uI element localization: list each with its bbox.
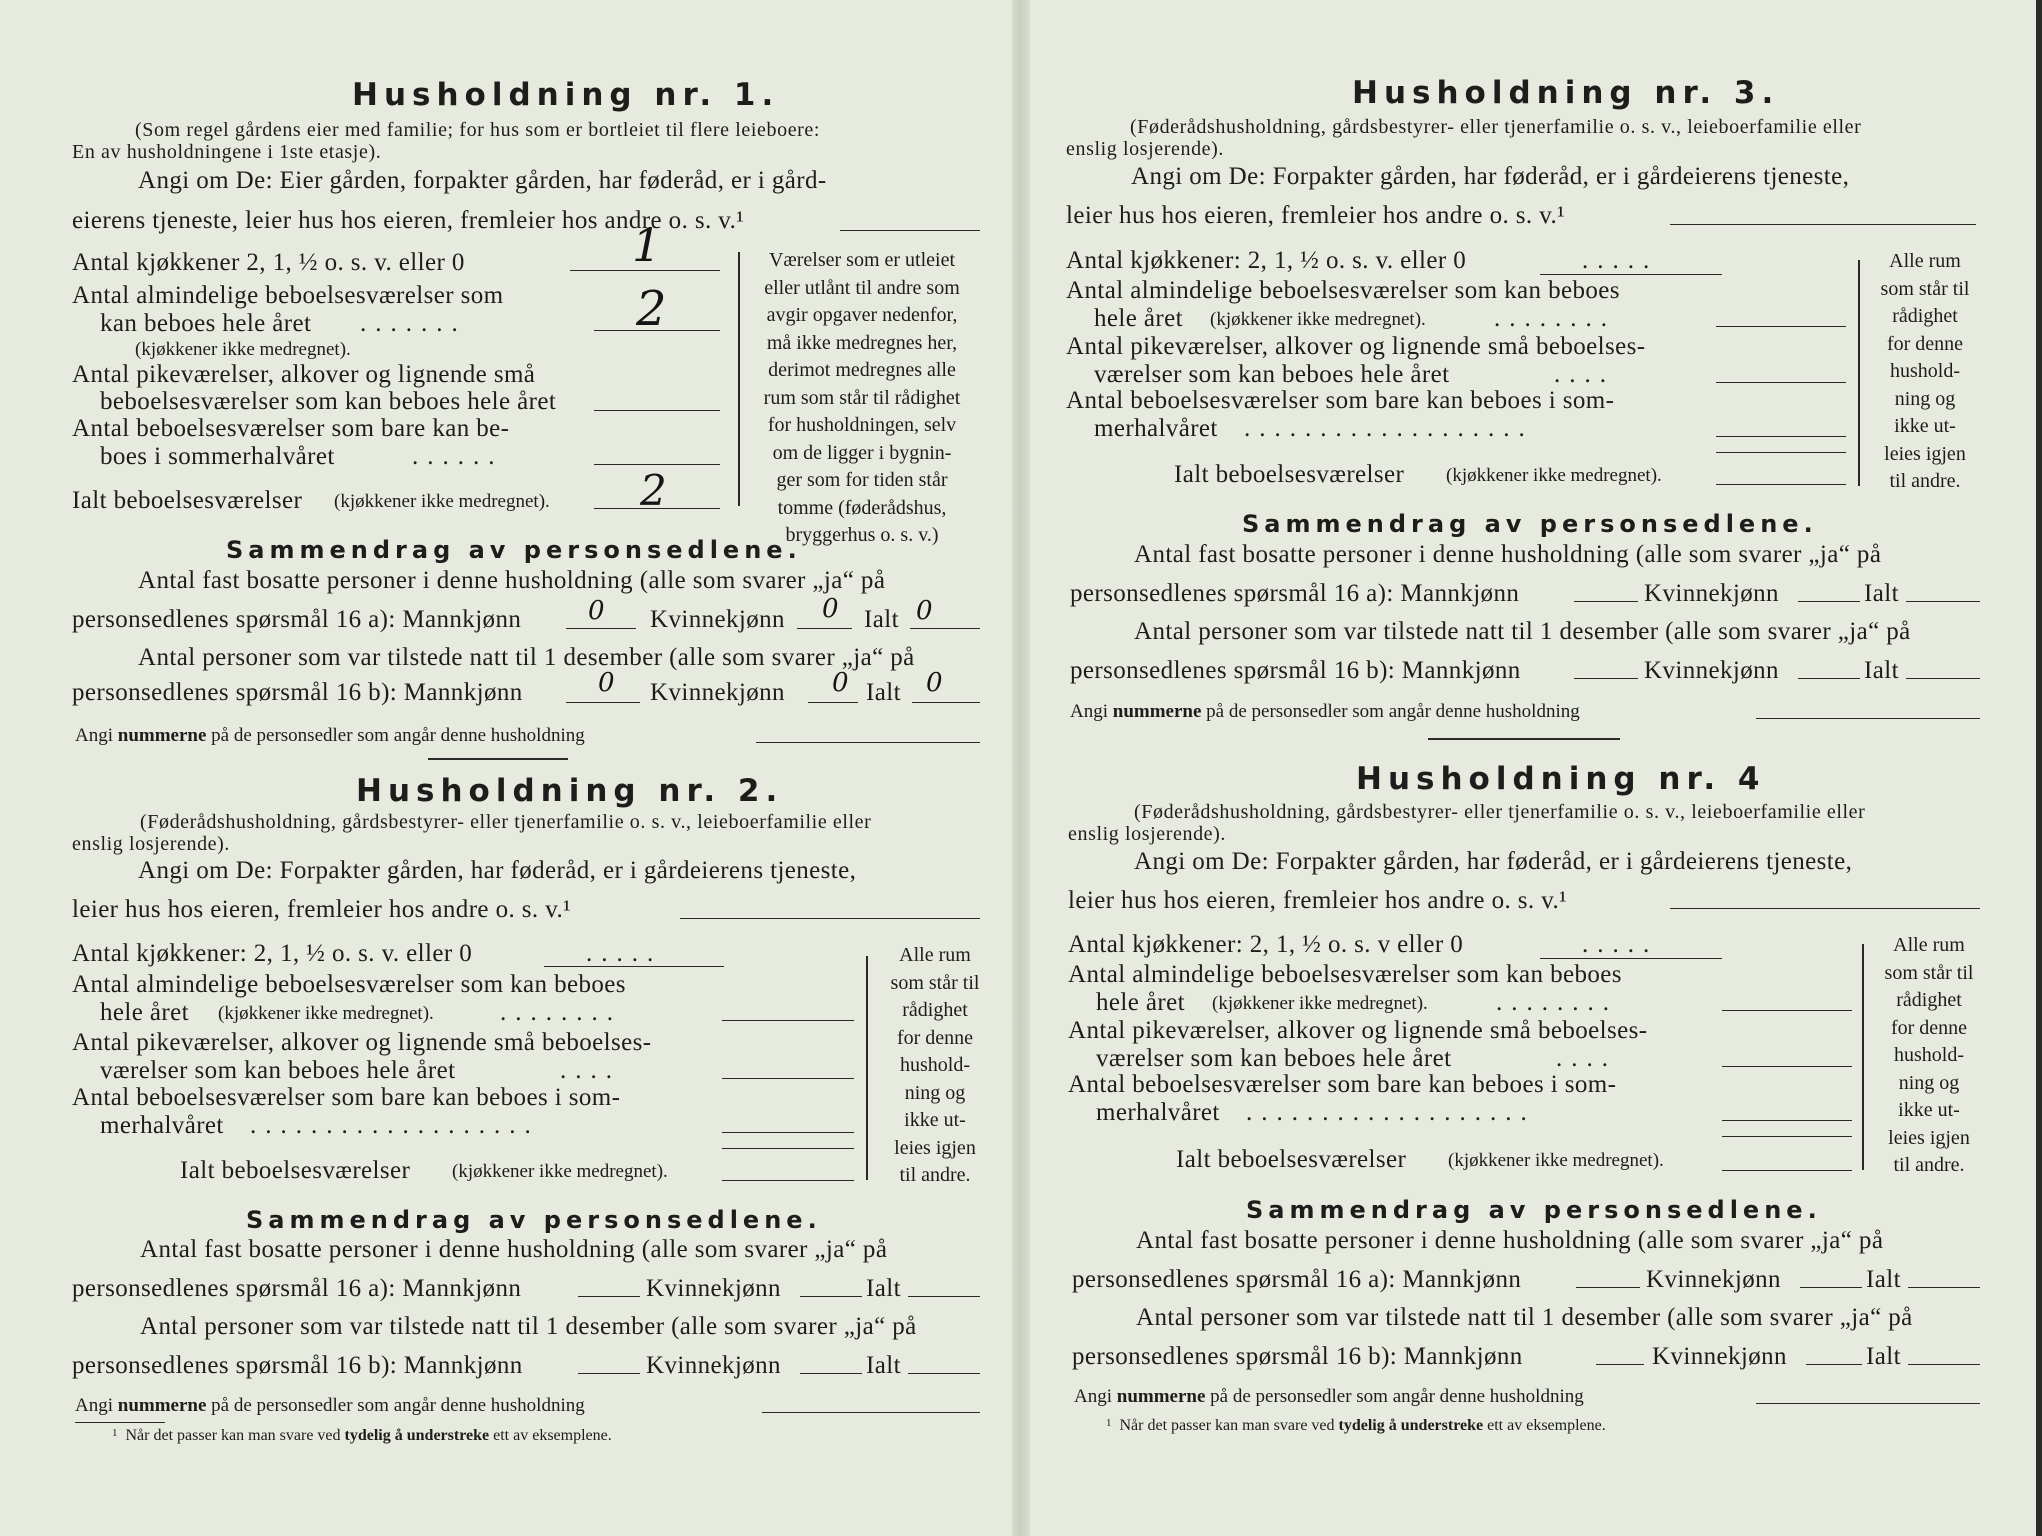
household-2-fast-kvinne-label: Kvinnekjønn xyxy=(646,1275,781,1302)
side-note-line: derimot medregnes alle xyxy=(768,359,956,381)
leader-dots: .... xyxy=(1556,1045,1617,1072)
household-3-summary-title: Sammendrag av personsedlene. xyxy=(1242,510,1818,538)
brace xyxy=(1858,260,1860,486)
household-2-tilst-ialt-label: Ialt xyxy=(866,1352,901,1379)
household-4-fast-line-1: Antal fast bosatte personer i denne husholdning (alle som svarer „ja“ på xyxy=(1136,1227,1884,1254)
side-note-line: må ikke medregnes her, xyxy=(766,331,958,354)
household-3-sommer-line-2: merhalvåret xyxy=(1094,415,1218,442)
household-4-angi-answer-line[interactable] xyxy=(1670,908,1980,909)
side-note-line: ikke ut- xyxy=(1894,415,1956,437)
household-3-pike-line-1: Antal pikeværelser, alkover og lignende små beboelses- xyxy=(1066,333,1646,360)
household-2-tilst-line-2: personsedlenes spørsmål 16 b): Mannkjønn xyxy=(72,1352,523,1379)
side-note-line: for denne xyxy=(1886,332,1964,355)
household-1-tilst-ialt-field[interactable] xyxy=(912,702,980,703)
household-3-almind-field[interactable] xyxy=(1716,326,1846,327)
household-1-nummer-field[interactable] xyxy=(756,742,980,743)
household-2-sommer-line-1: Antal beboelsesværelser som bare kan beboes i som- xyxy=(72,1084,621,1111)
household-1-ialt-label: Ialt beboelsesværelser xyxy=(72,487,303,514)
household-2-pike-line-1: Antal pikeværelser, alkover og lignende små beboelses- xyxy=(72,1029,652,1056)
household-1-tilst-ialt-label: Ialt xyxy=(866,679,901,706)
household-3-fast-kvinne-label: Kvinnekjønn xyxy=(1644,580,1779,607)
household-2-fast-mann-field[interactable] xyxy=(578,1296,640,1297)
household-2-fast-kvinne-field[interactable] xyxy=(800,1296,862,1297)
side-note-line: rådighet xyxy=(1892,305,1958,327)
household-3-almind-note: (kjøkkener ikke medregnet). xyxy=(1210,309,1426,330)
household-3-angi-line-1: Angi om De: Forpakter gården, har føderåd, er i gårdeierens tjeneste, xyxy=(1131,163,1850,190)
side-note-line: hushold- xyxy=(1890,360,1960,382)
household-1-sommer-line-2: boes i sommerhalvåret xyxy=(100,443,335,470)
household-4-summary-title: Sammendrag av personsedlene. xyxy=(1246,1196,1822,1224)
side-note-line: ning og xyxy=(1894,387,1956,410)
household-1-fast-mann-value: 0 xyxy=(588,596,605,626)
side-note-line: tomme (føderådshus, xyxy=(777,496,947,519)
household-3-ialt-note: (kjøkkener ikke medregnet). xyxy=(1446,465,1662,486)
household-1-pike-field[interactable] xyxy=(594,410,720,411)
side-note-line: Alle rum xyxy=(899,944,971,966)
household-1-fast-mann-field[interactable] xyxy=(566,628,636,629)
household-3-tilst-line-1: Antal personer som var tilstede natt til 1 desember (alle som svarer „ja“ på xyxy=(1134,618,1911,645)
household-3-sommer-line-1: Antal beboelsesværelser som bare kan beboes i som- xyxy=(1066,387,1615,414)
leader-dots: .... xyxy=(1554,361,1615,388)
side-note-line: Alle rum xyxy=(1893,934,1965,956)
household-3-ialt-label: Ialt beboelsesværelser xyxy=(1174,461,1405,488)
household-1-title: Husholdning nr. 1. xyxy=(352,77,780,113)
household-1-tilst-ialt-value: 0 xyxy=(926,668,943,698)
household-4-pike-line-1: Antal pikeværelser, alkover og lignende små beboelses- xyxy=(1068,1017,1648,1044)
household-4-tilst-ialt-field[interactable] xyxy=(1908,1364,1980,1365)
household-1-almind-line-2: kan beboes hele året xyxy=(100,310,312,337)
side-note-line: som står til xyxy=(1880,277,1970,300)
leader-dots: ................... xyxy=(250,1112,540,1139)
household-1-tilst-mann-value: 0 xyxy=(598,668,615,698)
household-3-kjokkener-field[interactable] xyxy=(1540,274,1722,275)
household-3-note-line-1: (Føderådshusholdning, gårdsbestyrer- eller tjenerfamilie o. s. v., leieboerfamilie eller xyxy=(1130,116,1862,138)
household-1-side-note xyxy=(742,247,982,550)
footnote-right: $^1$ Når det passer kan man svare ved tydelig å understreke ett av eksemplene. xyxy=(1106,1417,1606,1434)
household-4-nummer-label: Angi nummerne på de personsedler som angår denne husholdning xyxy=(1074,1386,1584,1407)
household-3-title: Husholdning nr. 3. xyxy=(1352,75,1780,111)
household-1-fast-ialt-label: Ialt xyxy=(864,606,899,633)
household-3-side-note xyxy=(1862,248,1988,496)
side-note-line: til andre. xyxy=(1893,1154,1965,1176)
household-2-sum-rule xyxy=(722,1148,854,1149)
household-4-angi-line-1: Angi om De: Forpakter gården, har føderåd, er i gårdeierens tjeneste, xyxy=(1134,848,1853,875)
leader-dots: .... xyxy=(560,1057,621,1084)
household-1-pike-line-1: Antal pikeværelser, alkover og lignende små xyxy=(72,361,536,388)
side-note-line: til andre. xyxy=(899,1164,971,1186)
side-note-line: ning og xyxy=(904,1081,966,1104)
household-2-ialt-label: Ialt beboelsesværelser xyxy=(180,1157,411,1184)
household-2-ialt-field[interactable] xyxy=(722,1180,854,1181)
household-1-tilst-kvinne-field[interactable] xyxy=(808,702,858,703)
household-3-pike-field[interactable] xyxy=(1716,382,1846,383)
household-1-ialt-value: 2 xyxy=(640,466,667,515)
section-divider xyxy=(428,758,568,760)
side-note-line: Værelser som er utleiet xyxy=(768,249,956,271)
side-note-line: ning og xyxy=(1898,1071,1960,1094)
page-gutter xyxy=(1012,0,1030,1536)
household-3-fast-mann-field[interactable] xyxy=(1574,601,1638,602)
household-4-ialt-label: Ialt beboelsesværelser xyxy=(1176,1146,1407,1173)
household-4-fast-line-2: personsedlenes spørsmål 16 a): Mannkjønn xyxy=(1072,1266,1522,1293)
household-1-sommer-field[interactable] xyxy=(594,464,720,465)
side-note-line: bryggerhus o. s. v.) xyxy=(785,524,939,546)
side-note-line: avgir opgaver nedenfor, xyxy=(766,304,958,326)
side-note-line: ger som for tiden står xyxy=(776,469,948,491)
household-4-almind-line-1: Antal almindelige beboelsesværelser som kan beboes xyxy=(1068,961,1622,988)
household-3-nummer-field[interactable] xyxy=(1756,718,1980,719)
household-3-almind-line-2: hele året xyxy=(1094,305,1183,332)
household-4-angi-line-2: leier hus hos eieren, fremleier hos andre o. s. v.¹ xyxy=(1068,887,1568,914)
leader-dots: ..... xyxy=(586,940,663,967)
side-note-line: rum som står til rådighet xyxy=(763,386,961,409)
household-4-tilst-kvinne-label: Kvinnekjønn xyxy=(1652,1343,1787,1370)
section-divider xyxy=(1428,738,1620,740)
household-2-almind-field[interactable] xyxy=(722,1020,854,1021)
household-4-fast-mann-field[interactable] xyxy=(1576,1287,1640,1288)
household-1-angi-answer-line[interactable] xyxy=(840,230,980,231)
brace xyxy=(866,956,868,1180)
household-3-fast-ialt-label: Ialt xyxy=(1864,580,1899,607)
household-1-almind-line-1: Antal almindelige beboelsesværelser som xyxy=(72,282,504,309)
side-note-line: ikke ut- xyxy=(1898,1099,1960,1121)
household-4-kjokkener-label: Antal kjøkkener: 2, 1, ½ o. s. v eller 0 xyxy=(1068,931,1464,958)
leader-dots: ....... xyxy=(360,310,467,337)
household-2-kjokkener-field[interactable] xyxy=(544,966,724,967)
household-2-fast-ialt-label: Ialt xyxy=(866,1275,901,1302)
household-2-kjokkener-label: Antal kjøkkener: 2, 1, ½ o. s. v. eller 0 xyxy=(72,940,473,967)
household-1-fast-ialt-field[interactable] xyxy=(910,628,980,629)
household-1-note-line-1: (Som regel gårdens eier med familie; for hus som er bortleiet til flere leieboere: xyxy=(135,119,821,141)
household-4-fast-ialt-field[interactable] xyxy=(1908,1287,1980,1288)
household-1-almind-value: 2 xyxy=(636,281,667,337)
leader-dots: ................... xyxy=(1244,415,1534,442)
leader-dots: ...... xyxy=(412,443,504,470)
household-2-angi-line-2: leier hus hos eieren, fremleier hos andre o. s. v.¹ xyxy=(72,896,572,923)
side-note-line: hushold- xyxy=(900,1054,970,1076)
scan-edge xyxy=(2036,0,2042,1536)
household-2-tilst-mann-field[interactable] xyxy=(578,1373,640,1374)
household-1-fast-line-2: personsedlenes spørsmål 16 a): Mannkjønn xyxy=(72,606,522,633)
brace xyxy=(1862,944,1864,1170)
household-3-note-line-2: enslig losjerende). xyxy=(1066,138,1225,160)
household-3-nummer-label: Angi nummerne på de personsedler som angår denne husholdning xyxy=(1070,701,1580,722)
side-note-line: som står til xyxy=(890,971,980,994)
household-1-almind-note: (kjøkkener ikke medregnet). xyxy=(135,339,351,360)
household-2-nummer-field[interactable] xyxy=(762,1412,980,1413)
household-3-ialt-field[interactable] xyxy=(1716,484,1846,485)
household-1-fast-line-1: Antal fast bosatte personer i denne husholdning (alle som svarer „ja“ på xyxy=(138,567,886,594)
household-1-tilst-line-2: personsedlenes spørsmål 16 b): Mannkjønn xyxy=(72,679,523,706)
side-note-line: hushold- xyxy=(1894,1044,1964,1066)
household-1-ialt-note: (kjøkkener ikke medregnet). xyxy=(334,491,550,512)
household-1-summary-title: Sammendrag av personsedlene. xyxy=(226,536,802,564)
household-2-fast-line-2: personsedlenes spørsmål 16 a): Mannkjønn xyxy=(72,1275,522,1302)
household-3-tilst-kvinne-field[interactable] xyxy=(1798,678,1860,679)
household-4-pike-field[interactable] xyxy=(1722,1066,1852,1067)
household-3-sommer-field[interactable] xyxy=(1716,436,1846,437)
household-1-kjokkener-label: Antal kjøkkener 2, 1, ½ o. s. v. eller 0 xyxy=(72,249,465,276)
leader-dots: ..... xyxy=(1582,247,1659,274)
household-3-tilst-mann-field[interactable] xyxy=(1574,678,1638,679)
side-note-line: for denne xyxy=(1890,1016,1968,1039)
household-2-nummer-label: Angi nummerne på de personsedler som angår denne husholdning xyxy=(75,1395,585,1416)
household-2-fast-ialt-field[interactable] xyxy=(908,1296,980,1297)
household-4-pike-line-2: værelser som kan beboes hele året xyxy=(1096,1045,1452,1072)
household-1-fast-kvinne-label: Kvinnekjønn xyxy=(650,606,785,633)
household-4-almind-field[interactable] xyxy=(1722,1010,1852,1011)
household-3-angi-answer-line[interactable] xyxy=(1670,224,1976,225)
household-1-tilst-mann-field[interactable] xyxy=(566,702,640,703)
household-1-kjokkener-value: 1 xyxy=(632,218,662,272)
household-2-angi-line-1: Angi om De: Forpakter gården, har føderåd, er i gårdeierens tjeneste, xyxy=(138,857,857,884)
household-3-kjokkener-label: Antal kjøkkener: 2, 1, ½ o. s. v. eller 0 xyxy=(1066,247,1467,274)
household-2-side-note xyxy=(872,942,998,1190)
household-3-pike-line-2: værelser som kan beboes hele året xyxy=(1094,361,1450,388)
side-note-line: ikke ut- xyxy=(904,1109,966,1131)
household-2-summary-title: Sammendrag av personsedlene. xyxy=(246,1206,822,1234)
household-3-tilst-ialt-label: Ialt xyxy=(1864,657,1899,684)
household-1-fast-kvinne-value: 0 xyxy=(822,594,839,624)
household-3-sum-rule xyxy=(1716,452,1846,453)
household-3-fast-kvinne-field[interactable] xyxy=(1798,601,1860,602)
household-2-note-line-1: (Føderådshusholdning, gårdsbestyrer- eller tjenerfamilie o. s. v., leieboerfamilie eller xyxy=(140,811,872,833)
household-4-fast-ialt-label: Ialt xyxy=(1866,1266,1901,1293)
household-2-note-line-2: enslig losjerende). xyxy=(72,833,231,855)
side-note-line: eller utlånt til andre som xyxy=(764,276,960,299)
household-2-angi-answer-line[interactable] xyxy=(680,918,980,919)
household-2-pike-line-2: værelser som kan beboes hele året xyxy=(100,1057,456,1084)
household-4-almind-line-2: hele året xyxy=(1096,989,1185,1016)
household-3-angi-line-2: leier hus hos eieren, fremleier hos andre o. s. v.¹ xyxy=(1066,202,1566,229)
leader-dots: ................... xyxy=(1246,1099,1536,1126)
household-4-tilst-line-2: personsedlenes spørsmål 16 b): Mannkjønn xyxy=(1072,1343,1523,1370)
household-1-fast-kvinne-field[interactable] xyxy=(797,628,852,629)
household-4-title: Husholdning nr. 4 xyxy=(1356,761,1766,797)
side-note-line: for husholdningen, selv xyxy=(767,414,957,436)
household-1-sommer-line-1: Antal beboelsesværelser som bare kan be- xyxy=(72,415,510,442)
household-2-almind-line-1: Antal almindelige beboelsesværelser som kan beboes xyxy=(72,971,626,998)
household-4-fast-kvinne-label: Kvinnekjønn xyxy=(1646,1266,1781,1293)
household-4-almind-note: (kjøkkener ikke medregnet). xyxy=(1212,993,1428,1014)
household-2-tilst-line-1: Antal personer som var tilstede natt til 1 desember (alle som svarer „ja“ på xyxy=(140,1313,917,1340)
household-1-angi-line-2: eierens tjeneste, leier hus hos eieren, fremleier hos andre o. s. v.¹ xyxy=(72,207,745,234)
household-3-tilst-ialt-field[interactable] xyxy=(1906,678,1980,679)
household-2-fast-line-1: Antal fast bosatte personer i denne husholdning (alle som svarer „ja“ på xyxy=(140,1236,888,1263)
household-2-almind-note: (kjøkkener ikke medregnet). xyxy=(218,1003,434,1024)
household-2-tilst-kvinne-label: Kvinnekjønn xyxy=(646,1352,781,1379)
leader-dots: ........ xyxy=(1494,305,1616,332)
side-note-line: for denne xyxy=(896,1026,974,1049)
household-4-sommer-field[interactable] xyxy=(1722,1120,1852,1121)
household-2-sommer-line-2: merhalvåret xyxy=(100,1112,224,1139)
household-2-title: Husholdning nr. 2. xyxy=(356,773,784,809)
household-4-note-line-1: (Føderådshusholdning, gårdsbestyrer- eller tjenerfamilie o. s. v., leieboerfamilie eller xyxy=(1134,801,1866,823)
household-4-sommer-line-2: merhalvåret xyxy=(1096,1099,1220,1126)
brace xyxy=(738,252,740,506)
household-2-tilst-ialt-field[interactable] xyxy=(908,1373,980,1374)
side-note-line: leies igjen xyxy=(1888,1126,1970,1149)
side-note-line: leies igjen xyxy=(894,1136,976,1159)
household-4-tilst-kvinne-field[interactable] xyxy=(1806,1364,1862,1365)
household-2-tilst-kvinne-field[interactable] xyxy=(800,1373,862,1374)
household-4-tilst-ialt-label: Ialt xyxy=(1866,1343,1901,1370)
side-note-line: om de ligger i bygnin- xyxy=(772,441,952,464)
household-4-nummer-field[interactable] xyxy=(1756,1403,1980,1404)
household-2-ialt-note: (kjøkkener ikke medregnet). xyxy=(452,1161,668,1182)
household-1-nummer-label: Angi nummerne på de personsedler som angår denne husholdning xyxy=(75,725,585,746)
side-note-line: Alle rum xyxy=(1889,250,1961,272)
household-4-kjokkener-field[interactable] xyxy=(1540,958,1722,959)
side-note-line: leies igjen xyxy=(1884,442,1966,465)
leader-dots: ........ xyxy=(1496,989,1618,1016)
household-2-pike-field[interactable] xyxy=(722,1078,854,1079)
household-1-tilst-kvinne-value: 0 xyxy=(832,668,849,698)
household-3-tilst-kvinne-label: Kvinnekjønn xyxy=(1644,657,1779,684)
side-note-line: til andre. xyxy=(1889,470,1961,492)
household-3-tilst-line-2: personsedlenes spørsmål 16 b): Mannkjønn xyxy=(1070,657,1521,684)
household-1-pike-line-2: beboelsesværelser som kan beboes hele året xyxy=(100,388,557,415)
household-1-tilst-kvinne-label: Kvinnekjønn xyxy=(650,679,785,706)
household-1-fast-ialt-value: 0 xyxy=(916,596,933,626)
household-1-tilst-line-1: Antal personer som var tilstede natt til 1 desember (alle som svarer „ja“ på xyxy=(138,644,915,671)
household-2-almind-line-2: hele året xyxy=(100,999,189,1026)
household-1-note-line-2: En av husholdningene i 1ste etasje). xyxy=(72,141,382,163)
household-4-fast-kvinne-field[interactable] xyxy=(1800,1287,1862,1288)
household-3-almind-line-1: Antal almindelige beboelsesværelser som kan beboes xyxy=(1066,277,1620,304)
household-2-sommer-field[interactable] xyxy=(722,1132,854,1133)
household-4-sum-rule xyxy=(1722,1136,1852,1137)
footnote-left: $^1$ Når det passer kan man svare ved tydelig å understreke ett av eksemplene. xyxy=(112,1427,612,1444)
household-3-fast-line-1: Antal fast bosatte personer i denne husholdning (alle som svarer „ja“ på xyxy=(1134,541,1882,568)
household-4-tilst-mann-field[interactable] xyxy=(1596,1364,1644,1365)
household-1-angi-line-1: Angi om De: Eier gården, forpakter gården, har føderåd, er i gård- xyxy=(138,167,827,194)
household-4-ialt-field[interactable] xyxy=(1722,1170,1852,1171)
household-3-fast-ialt-field[interactable] xyxy=(1906,601,1980,602)
household-4-note-line-2: enslig losjerende). xyxy=(1068,823,1227,845)
household-4-side-note xyxy=(1866,932,1992,1180)
side-note-line: som står til xyxy=(1884,961,1974,984)
household-4-sommer-line-1: Antal beboelsesværelser som bare kan beboes i som- xyxy=(1068,1071,1617,1098)
leader-dots: ........ xyxy=(500,999,622,1026)
side-note-line: rådighet xyxy=(902,999,968,1021)
leader-dots: ..... xyxy=(1582,931,1659,958)
household-3-fast-line-2: personsedlenes spørsmål 16 a): Mannkjønn xyxy=(1070,580,1520,607)
footnote-rule xyxy=(75,1422,165,1423)
household-4-ialt-note: (kjøkkener ikke medregnet). xyxy=(1448,1150,1664,1171)
side-note-line: rådighet xyxy=(1896,989,1962,1011)
household-4-tilst-line-1: Antal personer som var tilstede natt til 1 desember (alle som svarer „ja“ på xyxy=(1136,1304,1913,1331)
